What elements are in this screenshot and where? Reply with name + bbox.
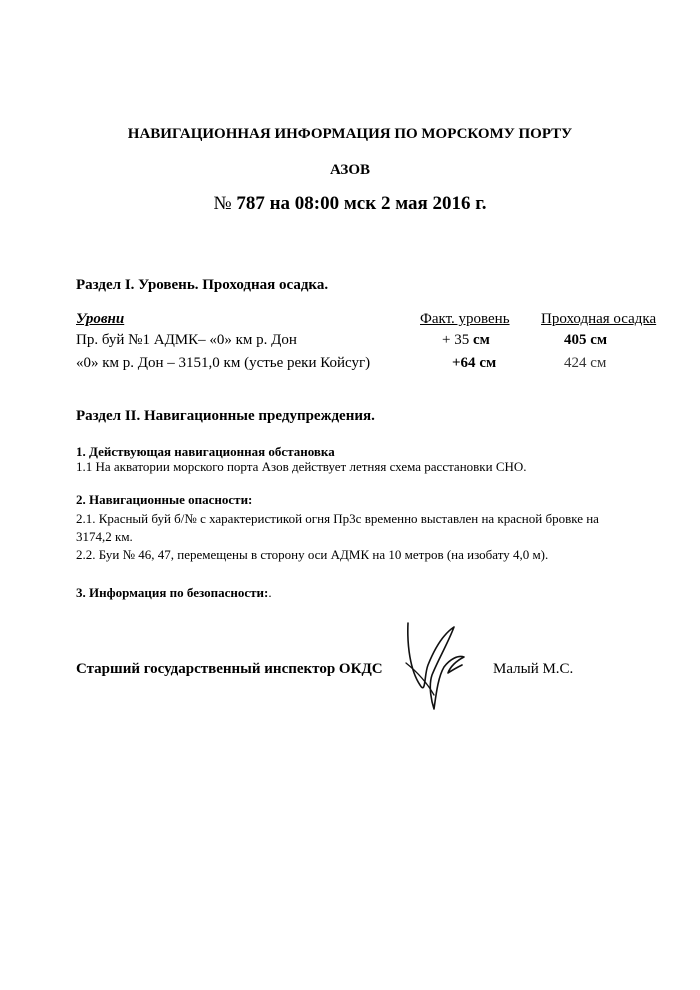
report-number-date: 787 на 08:00 мск 2 мая 2016 г. bbox=[236, 193, 487, 214]
level-row-2-name: «0» км р. Дон – 3151,0 км (устье реки Койсуг) bbox=[76, 355, 371, 371]
level-row-2-draft: 424 см bbox=[564, 355, 607, 371]
signatory-position: Старший государственный инспектор ОКДС bbox=[76, 661, 383, 677]
column-header-draft: Проходная осадка bbox=[541, 311, 657, 327]
level-row-1-name: Пр. буй №1 АДМК– «0» км р. Дон bbox=[76, 332, 297, 348]
level-row-1-actual bbox=[442, 332, 490, 349]
section1-title: Раздел I. Уровень. Проходная осадка. bbox=[76, 277, 329, 293]
number-sign: № bbox=[213, 193, 232, 214]
subsection2-title: 2. Навигационные опасности: bbox=[76, 492, 253, 507]
column-header-levels: Уровни bbox=[76, 311, 125, 327]
section2-title: Раздел II. Навигационные предупреждения. bbox=[76, 408, 375, 424]
subsection3 bbox=[76, 585, 272, 601]
subsection1-title: 1. Действующая навигационная обстановка bbox=[76, 444, 335, 459]
level-row-2-actual-value: +64 bbox=[452, 355, 476, 371]
subsection3-suffix: . bbox=[268, 585, 272, 600]
level-row-1-actual-unit: см bbox=[472, 332, 490, 348]
report-number-line bbox=[0, 193, 700, 215]
level-row-1-actual-value: + 35 bbox=[442, 332, 470, 348]
subsection2-line-3: 2.2. Буи № 46, 47, перемещены в сторону оси АДМК на 10 метров (на изобату 4,0 м). bbox=[76, 547, 549, 562]
subsection2-line-1: 2.1. Красный буй б/№ с характеристикой огня Пр3с временно выставлен на красной бровке на bbox=[76, 511, 599, 526]
signatory-name: Малый М.С. bbox=[493, 661, 574, 677]
port-name: АЗОВ bbox=[329, 162, 371, 178]
subsection3-title: 3. Информация по безопасности: bbox=[76, 585, 269, 600]
level-row-2-actual bbox=[452, 355, 496, 372]
handwritten-signature bbox=[398, 615, 478, 715]
subsection1-line: 1.1 На акватории морского порта Азов действует летняя схема расстановки СНО. bbox=[76, 459, 527, 474]
level-row-1-draft: 405 см bbox=[564, 332, 608, 348]
document-title: НАВИГАЦИОННАЯ ИНФОРМАЦИЯ ПО МОРСКОМУ ПОРТУ bbox=[127, 126, 573, 142]
level-row-2-actual-unit: см bbox=[479, 355, 497, 371]
subsection2-line-2: 3174,2 км. bbox=[76, 529, 133, 544]
column-header-actual-level: Факт. уровень bbox=[420, 311, 510, 327]
